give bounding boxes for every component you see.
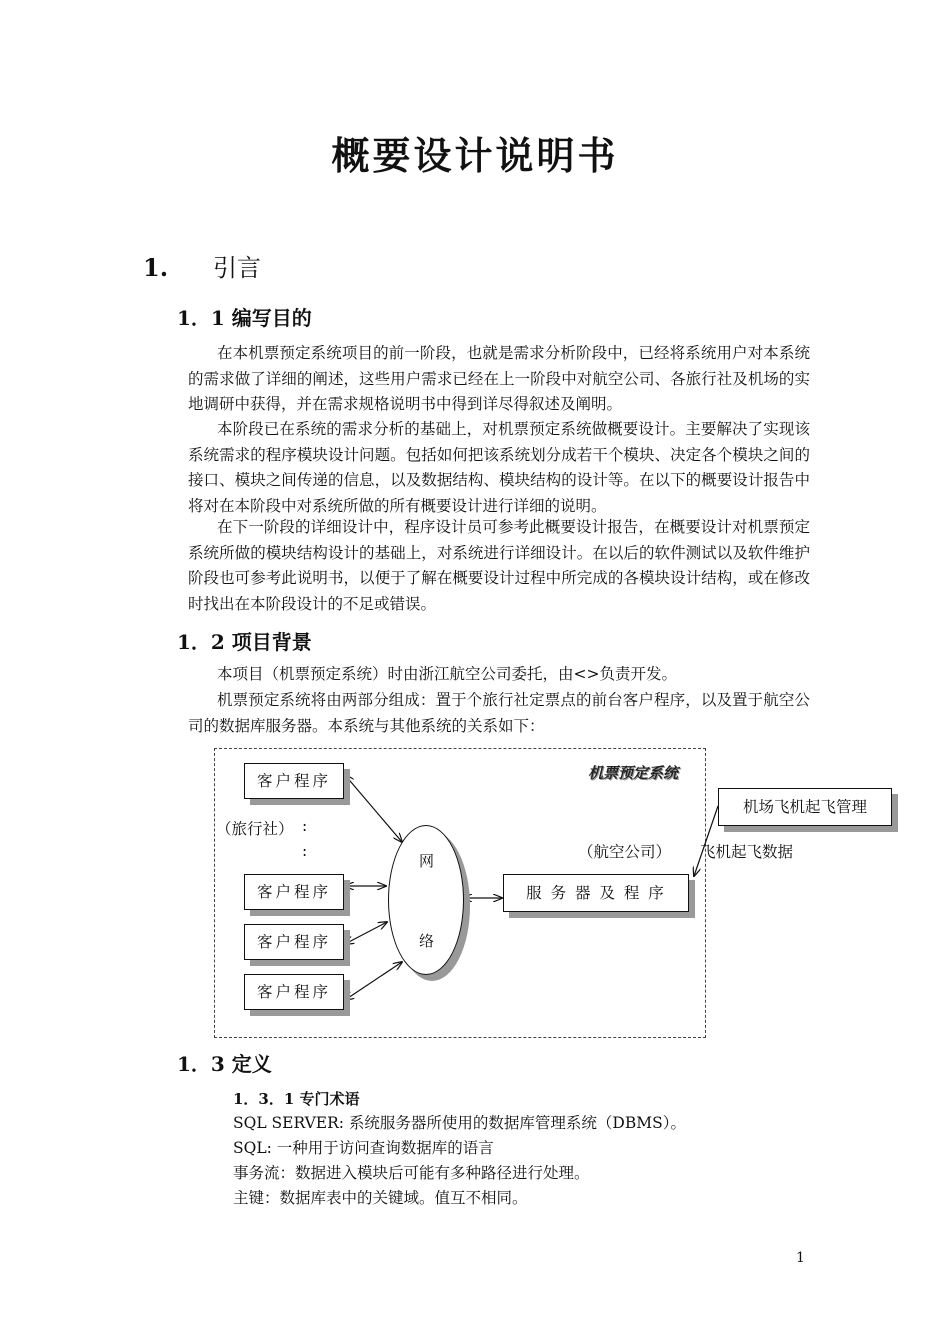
travel-agency-label: （旅行社） (216, 820, 294, 838)
term-definition: SQL SERVER: 系统服务器所使用的数据库管理系统（DBMS）。 (233, 1114, 686, 1132)
client-program-box: 客户程序 (244, 763, 344, 799)
paragraph: 本阶段已在系统的需求分析的基础上，对机票预定系统做概要设计。主要解决了实现该系统需求的程序模块设计问题。包括如何把该系统划分成若干个模块、决定各个模块之间的接口、模块之间传递的信息，以及数据结构、模块结构的设计等。在以下的概要设计报告中将对在本阶段中对系统所做的所有概要设计进行详细的说明。 (188, 420, 810, 515)
client-program-box: 客户程序 (244, 974, 344, 1010)
system-label: 机票预定系统 (588, 764, 679, 782)
section-1-1-heading: 1．1 编写目的 (177, 306, 312, 330)
section-1-3-heading: 1．3 定义 (177, 1052, 272, 1076)
ellipsis-colon: : (302, 842, 308, 860)
arrow-client3-network (345, 922, 387, 944)
term-definition: SQL: 一种用于访问查询数据库的语言 (233, 1139, 494, 1157)
section-1-2-heading: 1．2 项目背景 (177, 630, 312, 654)
airline-label: （航空公司） (578, 843, 672, 861)
flight-data-label: 飞机起飞数据 (700, 843, 794, 861)
network-label-top: 网 (419, 852, 435, 870)
section-1-title: 引言 (213, 254, 261, 282)
airport-management-box: 机场飞机起飞管理 (718, 788, 892, 826)
paragraph: 在下一阶段的详细设计中，程序设计员可参考此概要设计报告，在概要设计对机票预定系统所做的模块结构设计的基础上，对系统进行详细设计。在以后的软件测试以及软件维护阶段也可参考此说明书，以便于了解在概要设计过程中所完成的各模块设计结构，或在修改时找出在本阶段设计的不足或错误。 (188, 518, 810, 613)
document-title: 概要设计说明书 (331, 133, 619, 178)
term-definition: 主键：数据库表中的关键域。值互不相同。 (233, 1189, 528, 1207)
paragraph: 机票预定系统将由两部分组成：置于个旅行社定票点的前台客户程序，以及置于航空公司的数据库服务器。本系统与其他系统的关系如下： (188, 691, 810, 735)
section-1-number: 1. (143, 253, 169, 282)
arrow-client4-network (345, 962, 402, 1000)
network-label-bottom: 络 (419, 932, 435, 950)
term-definition: 事务流：数据进入模块后可能有多种路径进行处理。 (233, 1164, 590, 1182)
paragraph: 本项目（机票预定系统）时由浙江航空公司委托，由<>负责开发。 (217, 665, 677, 683)
paragraph: 在本机票预定系统项目的前一阶段，也就是需求分析阶段中，已经将系统用户对本系统的需求做了详细的阐述，这些用户需求已经在上一阶段中对航空公司、各旅行社及机场的实地调研中获得，并在需求规格说明书中得到详尽得叙述及阐明。 (188, 344, 810, 413)
client-program-box: 客户程序 (244, 874, 344, 910)
server-box: 服 务 器 及 程 序 (503, 874, 689, 912)
network-node (388, 825, 464, 975)
arrow-client1-network (345, 775, 402, 842)
ellipsis-colon: : (302, 817, 308, 835)
section-1-3-1-heading: 1．3．1 专门术语 (233, 1090, 360, 1108)
client-program-box: 客户程序 (244, 924, 344, 960)
page-number: 1 (796, 1250, 805, 1266)
